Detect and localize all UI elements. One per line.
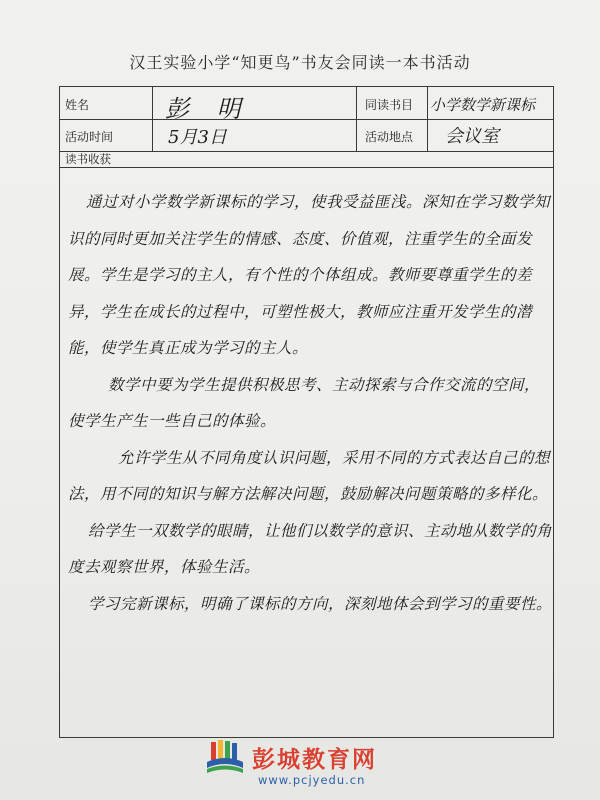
harvest-paragraph: 允许学生从不同角度认识问题，采用不同的方式表达自己的想法，用不同的知识与解方法解决问题，鼓励解决问题策略的多样化。 <box>68 448 551 503</box>
reading-harvest-text <box>68 184 553 622</box>
harvest-paragraph: 数学中要为学生提供积极思考、主动探索与合作交流的空间，使学生产生一些自己的体验。 <box>68 375 541 430</box>
document-title: 汉王实验小学“知更鸟”书友会同读一本书活动 <box>129 53 471 72</box>
harvest-paragraph: 通过对小学数学新课标的学习，使我受益匪浅。深知在学习数学知识的同时更加关注学生的情感、态度、价值观，注重学生的全面发展。学生是学习的主人，有个性的个体组成。教师要尊重学生的差异，学生在成长的过程中，可塑性极大，教师应注重开发学生的潜能，使学生真正成为学习的主人。 <box>68 193 551 357</box>
row-divider-1 <box>60 119 553 120</box>
watermark-site-name: 彭城教育网 <box>252 747 377 773</box>
name-value: 彭 明 <box>165 95 251 123</box>
time-value: 5月3日 <box>168 127 227 148</box>
time-label: 活动时间 <box>65 130 114 144</box>
col-divider-1 <box>152 87 153 151</box>
col-divider-2 <box>356 87 357 151</box>
col-divider-3 <box>427 87 428 151</box>
row-divider-3 <box>60 167 553 168</box>
row-divider-2 <box>60 151 553 152</box>
harvest-label: 读书收获 <box>65 152 111 166</box>
place-label: 活动地点 <box>365 130 414 144</box>
name-label: 姓名 <box>65 98 90 112</box>
book-logo-icon <box>205 738 245 776</box>
place-value: 会议室 <box>445 126 499 147</box>
harvest-paragraph: 学习完新课标，明确了课标的方向，深刻地体会到学习的重要性。 <box>88 594 553 613</box>
watermark-url: www.pcjyedu.cn <box>258 773 366 787</box>
book-value: 小学数学新课标 <box>430 96 536 114</box>
book-label: 同读书目 <box>365 98 414 112</box>
harvest-paragraph: 给学生一双数学的眼睛，让他们以数学的意识、主动地从数学的角度去观察世界，体验生活。 <box>68 521 553 576</box>
